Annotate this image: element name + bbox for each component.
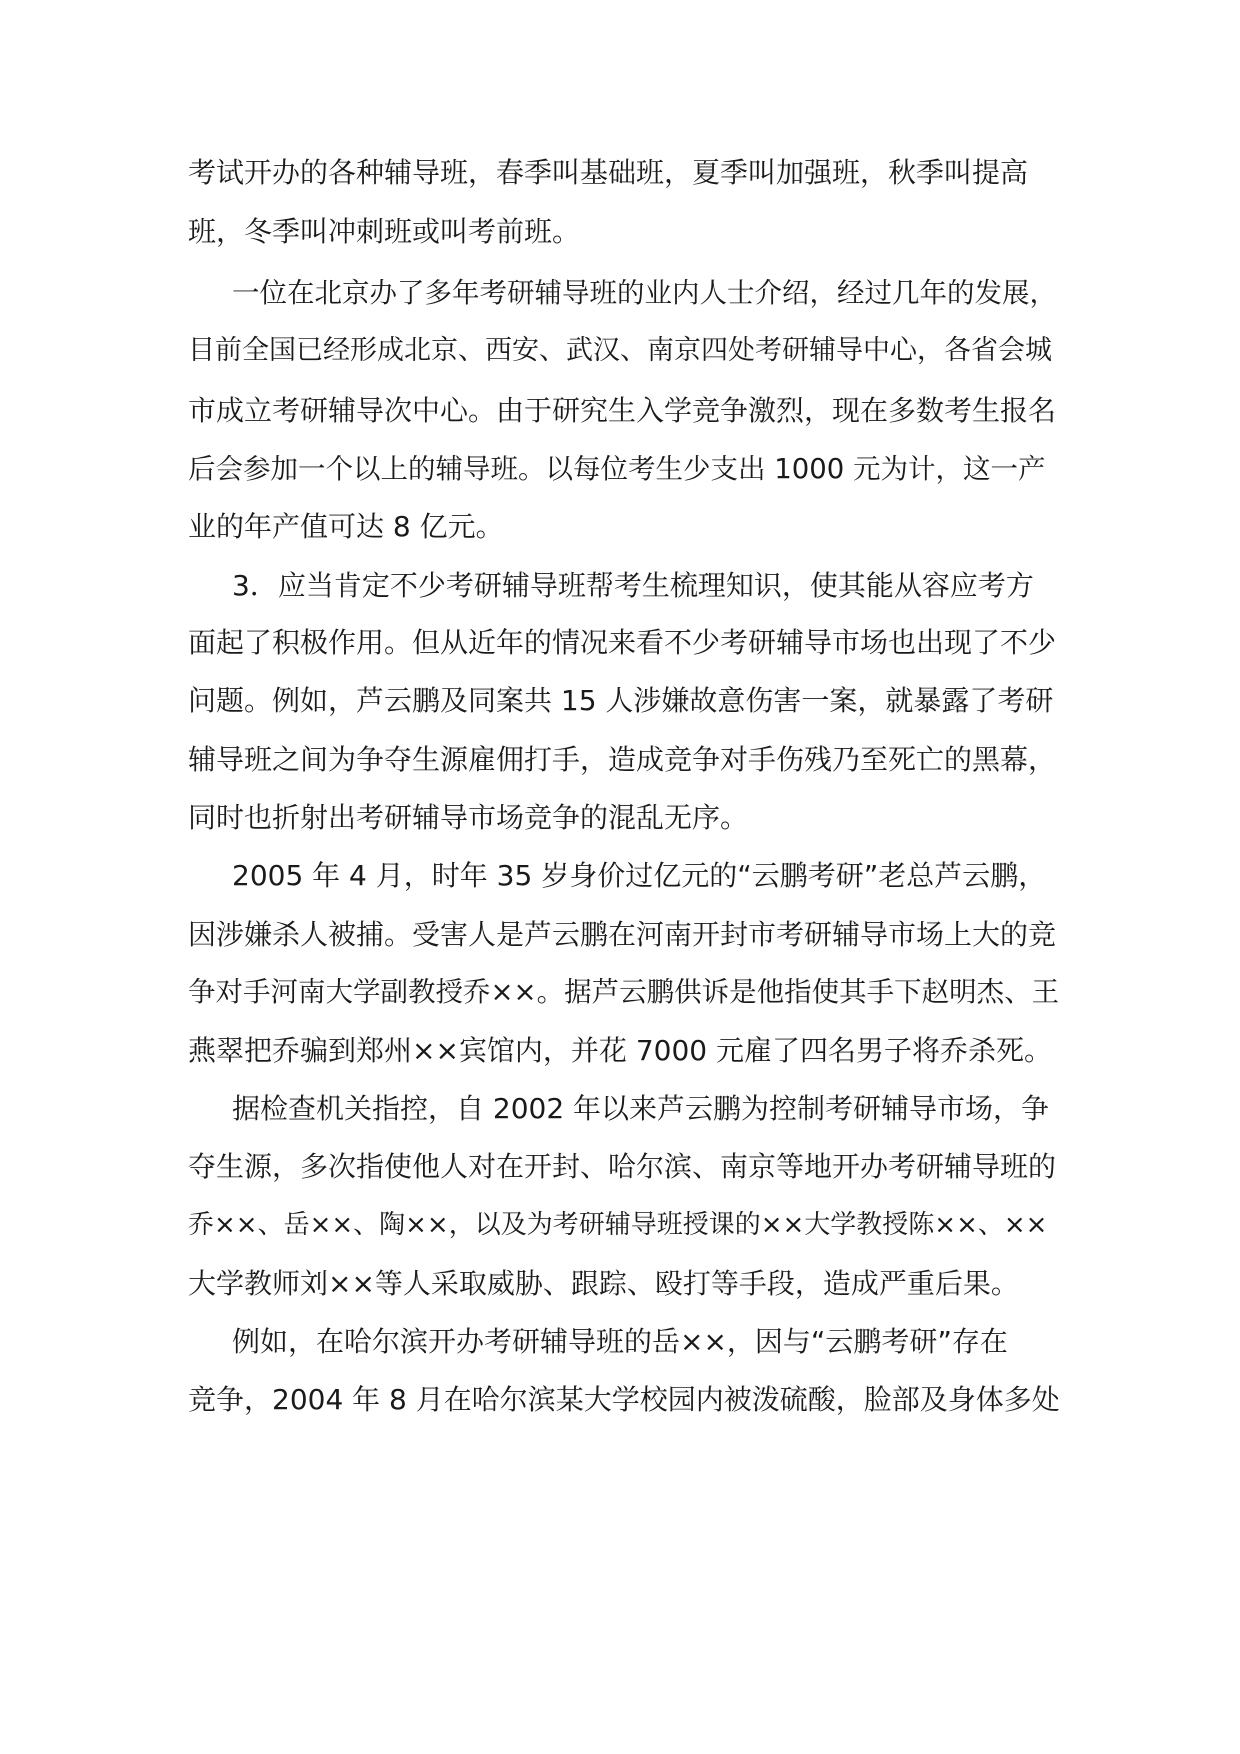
text-line-5: 市成立考研辅导次中心。由于研究生入学竞争激烈，现在多数考生报名: [188, 394, 1057, 427]
text-line-16: 燕翠把乔骗到郑州××宾馆内，并花 7000 元雇了四名男子将乔杀死。: [188, 1034, 1052, 1067]
text-line-8: 3．应当肯定不少考研辅导班帮考生梳理知识，使其能从容应考方: [232, 569, 1034, 602]
text-line-22: 竞争，2004 年 8 月在哈尔滨某大学校园内被泼硫酸，脸部及身体多处: [188, 1383, 1060, 1416]
text-line-21: 例如，在哈尔滨开办考研辅导班的岳××，因与“云鹏考研”存在: [232, 1325, 1008, 1358]
text-line-15: 争对手河南大学副教授乔××。据芦云鹏供诉是他指使其手下赵明杰、王: [188, 976, 1060, 1008]
text-line-14: 因涉嫌杀人被捕。受害人是芦云鹏在河南开封市考研辅导市场上大的竞: [188, 918, 1057, 951]
text-line-20: 大学教师刘××等人采取威胁、跟踪、殴打等手段，造成严重后果。: [188, 1267, 1019, 1300]
text-line-19: 乔××、岳××、陶××，以及为考研辅导班授课的××大学教授陈××、××: [188, 1210, 1048, 1240]
text-line-12: 同时也折射出考研辅导市场竞争的混乱无序。: [188, 801, 749, 834]
text-line-17: 据检查机关指控，自 2002 年以来芦云鹏为控制考研辅导市场，争: [232, 1092, 1050, 1125]
text-line-9: 面起了积极作用。但从近年的情况来看不少考研辅导市场也出现了不少: [188, 626, 1057, 659]
text-line-6: 后会参加一个以上的辅导班。以每位考生少支出 1000 元为计，这一产: [188, 453, 1046, 485]
text-line-1: 考试开办的各种辅导班，春季叫基础班，夏季叫加强班，秋季叫提高: [188, 156, 1029, 189]
text-line-4: 目前全国已经形成北京、西安、武汉、南京四处考研辅导中心，各省会城: [188, 335, 1052, 366]
text-line-2: 班，冬季叫冲刺班或叫考前班。: [188, 215, 581, 248]
text-line-3: 一位在北京办了多年考研辅导班的业内人士介绍，经过几年的发展，: [232, 277, 1057, 309]
text-line-10: 问题。例如，芦云鹏及同案共 15 人涉嫌故意伤害一案，就暴露了考研: [188, 684, 1054, 717]
text-line-7: 业的年产值可达 8 亿元。: [188, 510, 504, 543]
text-line-18: 夺生源，多次指使他人对在开封、哈尔滨、南京等地开办考研辅导班的: [188, 1150, 1057, 1183]
text-line-13: 2005 年 4 月，时年 35 岁身价过亿元的“云鹏考研”老总芦云鹏，: [232, 859, 1047, 892]
text-line-11: 辅导班之间为争夺生源雇佣打手，造成竞争对手伤残乃至死亡的黑幕，: [188, 743, 1057, 776]
